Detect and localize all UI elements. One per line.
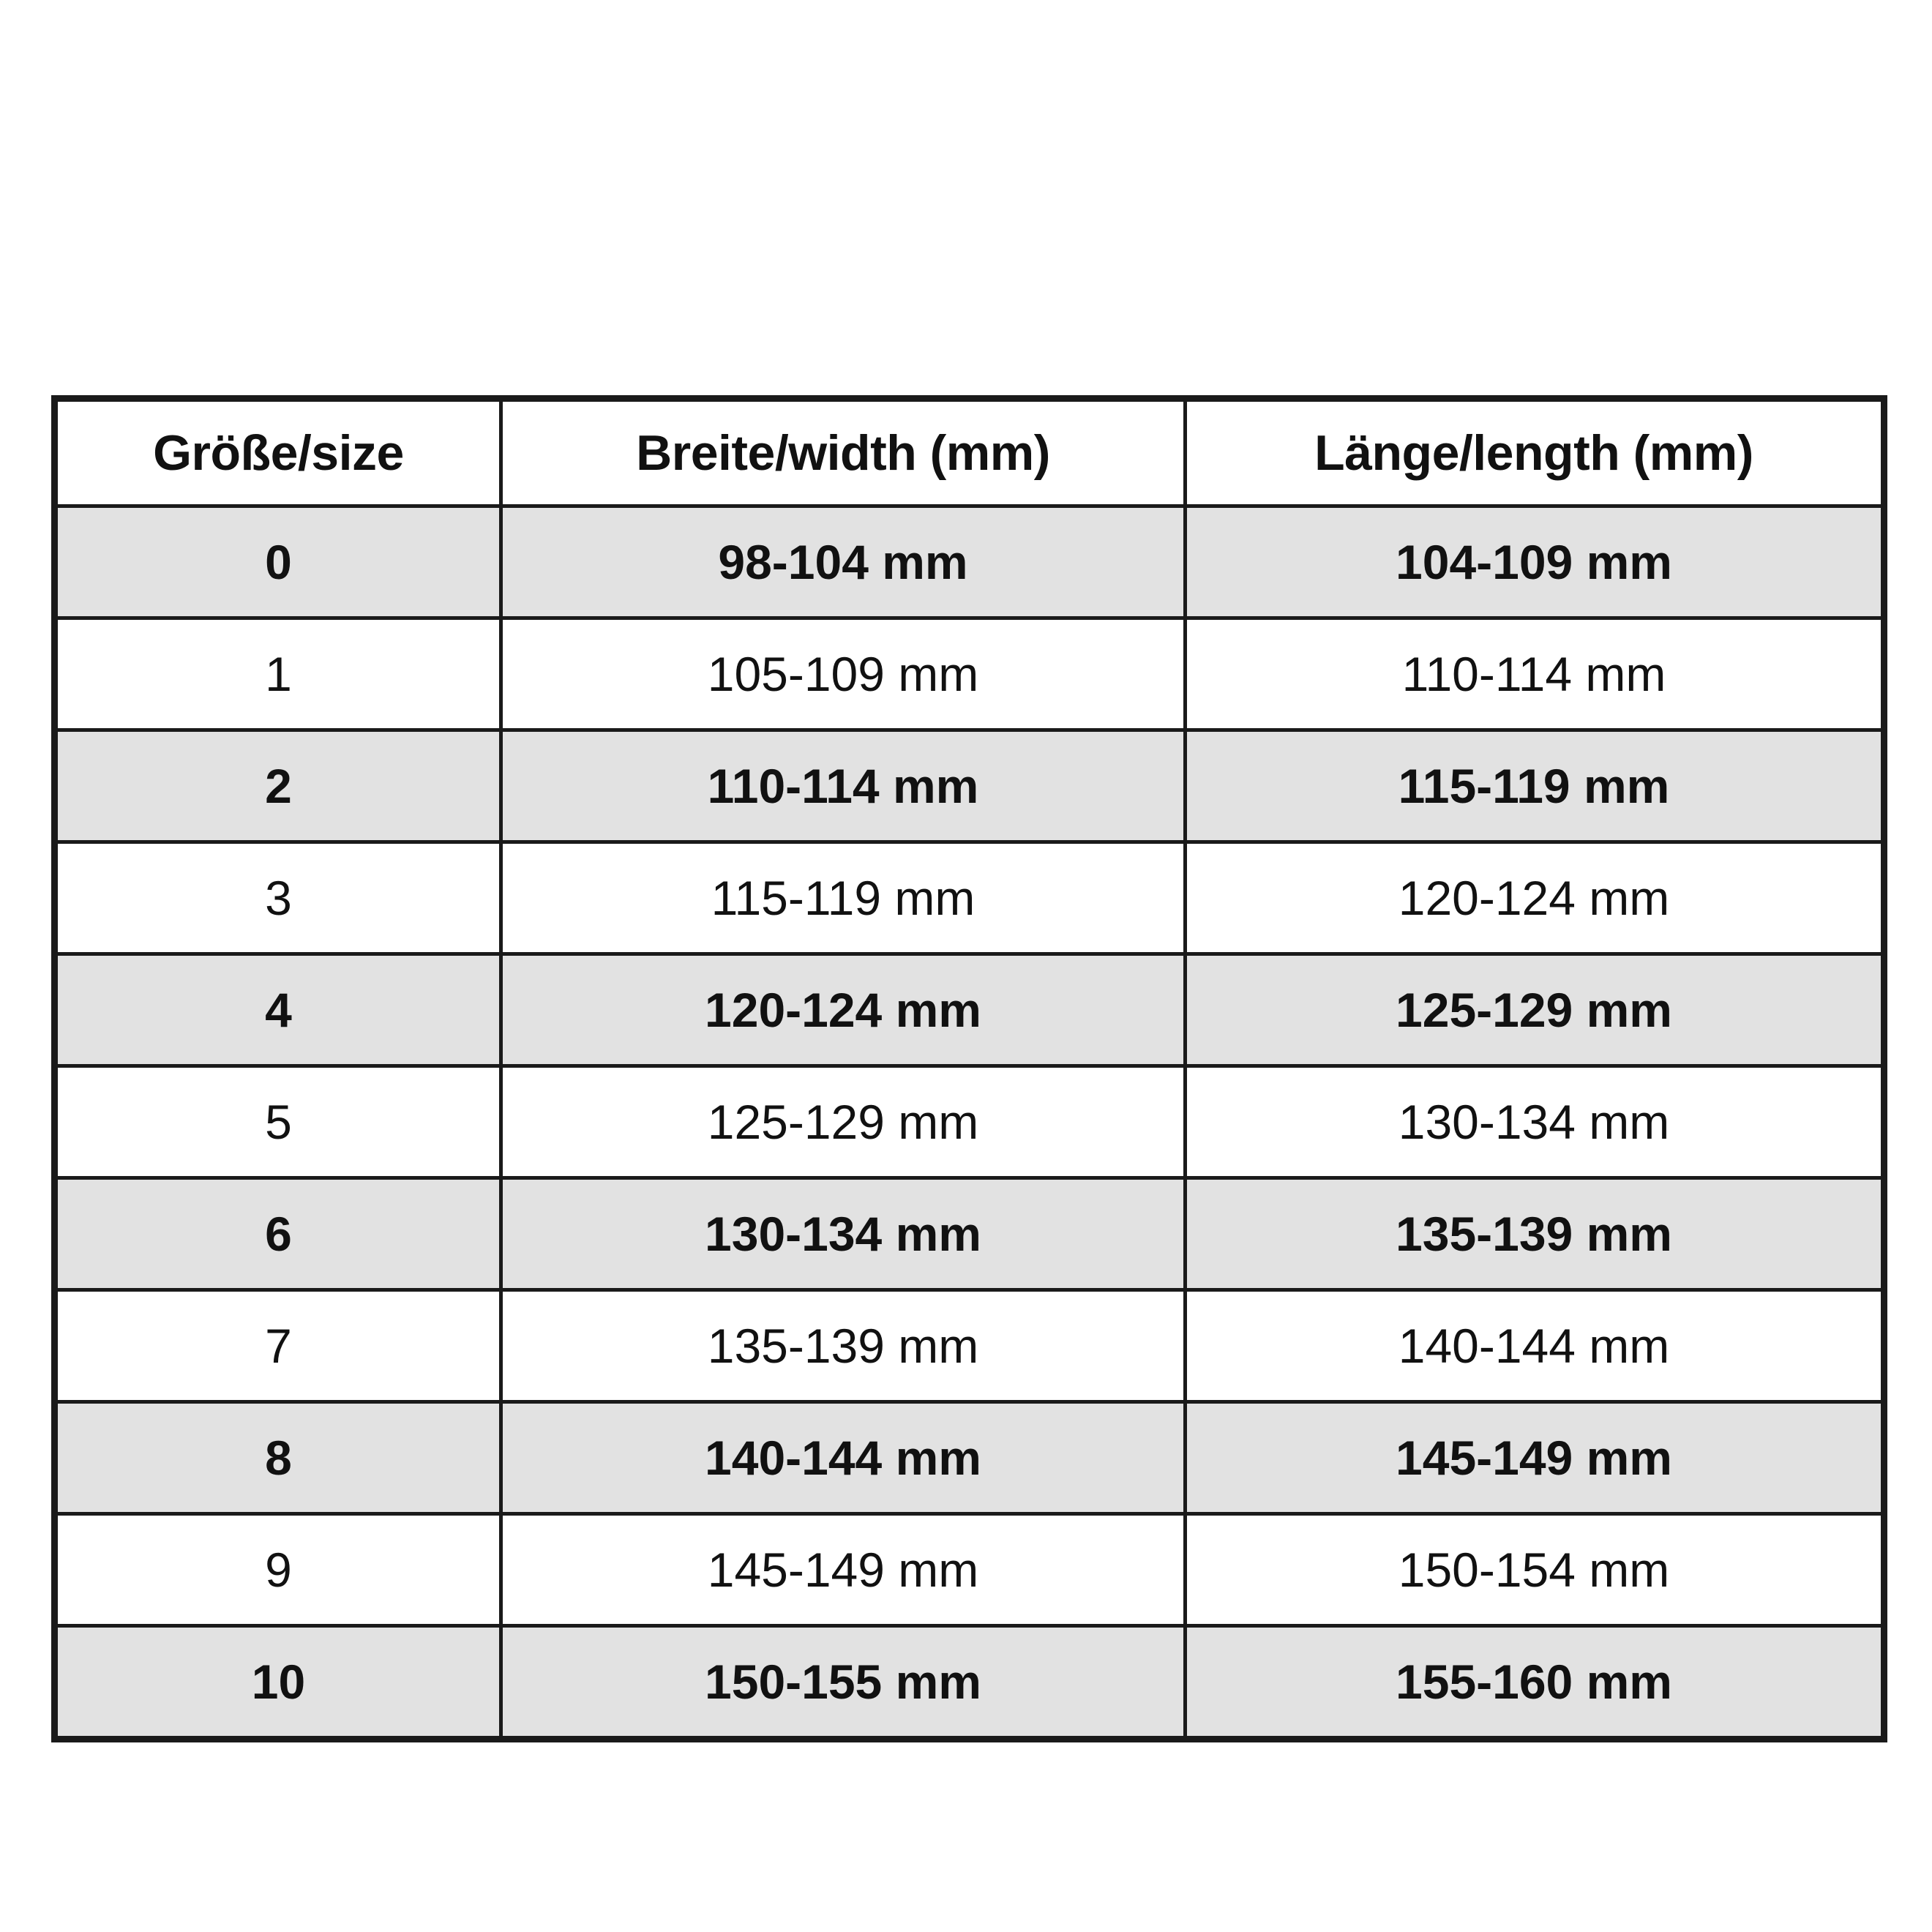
cell-width: 115-119 mm [501,842,1186,954]
table-row [55,954,1884,1066]
cell-size: 2 [55,730,501,842]
cell-length: 130-134 mm [1186,1066,1884,1178]
cell-size: 9 [55,1514,501,1626]
cell-width: 150-155 mm [501,1626,1186,1740]
cell-size: 1 [55,618,501,730]
cell-size: 0 [55,506,501,618]
cell-size: 3 [55,842,501,954]
cell-length: 104-109 mm [1186,506,1884,618]
table-row [55,618,1884,730]
cell-length: 115-119 mm [1186,730,1884,842]
table-row [55,1178,1884,1290]
size-table-container [51,395,1881,1742]
column-header-size: Größe/size [55,399,501,506]
table-row [55,1514,1884,1626]
table-row [55,1402,1884,1514]
table-row [55,506,1884,618]
table-row [55,842,1884,954]
table-row [55,1290,1884,1402]
cell-size: 5 [55,1066,501,1178]
cell-width: 135-139 mm [501,1290,1186,1402]
cell-size: 4 [55,954,501,1066]
cell-length: 125-129 mm [1186,954,1884,1066]
table-row [55,1066,1884,1178]
cell-width: 140-144 mm [501,1402,1186,1514]
cell-length: 110-114 mm [1186,618,1884,730]
cell-width: 125-129 mm [501,1066,1186,1178]
cell-length: 135-139 mm [1186,1178,1884,1290]
cell-width: 130-134 mm [501,1178,1186,1290]
cell-length: 120-124 mm [1186,842,1884,954]
cell-size: 8 [55,1402,501,1514]
table-row [55,1626,1884,1740]
cell-length: 140-144 mm [1186,1290,1884,1402]
column-header-length: Länge/length (mm) [1186,399,1884,506]
cell-size: 7 [55,1290,501,1402]
table-row [55,730,1884,842]
cell-size: 10 [55,1626,501,1740]
cell-width: 105-109 mm [501,618,1186,730]
table-header [55,399,1884,506]
table-body [55,506,1884,1740]
cell-width: 110-114 mm [501,730,1186,842]
cell-length: 150-154 mm [1186,1514,1884,1626]
table-header-row [55,399,1884,506]
size-chart-table [51,395,1887,1742]
cell-width: 145-149 mm [501,1514,1186,1626]
cell-width: 98-104 mm [501,506,1186,618]
cell-width: 120-124 mm [501,954,1186,1066]
cell-size: 6 [55,1178,501,1290]
cell-length: 145-149 mm [1186,1402,1884,1514]
cell-length: 155-160 mm [1186,1626,1884,1740]
column-header-width: Breite/width (mm) [501,399,1186,506]
